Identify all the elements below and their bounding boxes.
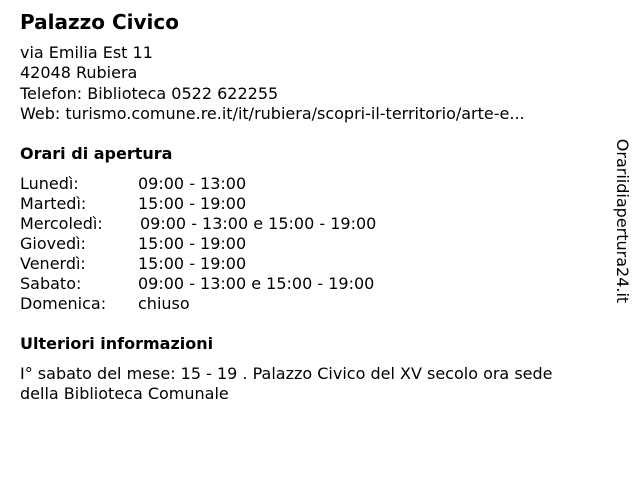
day-label: Sabato: xyxy=(20,274,82,293)
time-value: chiuso xyxy=(138,294,190,313)
day-label: Lunedì: xyxy=(20,174,79,193)
more-info-text xyxy=(20,364,620,404)
day-label: Venerdì: xyxy=(20,254,86,273)
venue-title: Palazzo Civico xyxy=(20,10,179,34)
day-label: Giovedì: xyxy=(20,234,86,253)
site-watermark-text: Orariidiapertura24.it xyxy=(613,138,632,304)
time-value: 15:00 - 19:00 xyxy=(138,254,247,273)
web-link[interactable]: Web: turismo.comune.re.it/it/rubiera/scopri-il-territorio/arte-e... xyxy=(20,104,525,123)
more-info-line: della Biblioteca Comunale xyxy=(20,384,229,403)
day-label: Domenica: xyxy=(20,294,107,313)
time-value: 09:00 - 13:00 xyxy=(138,174,247,193)
opening-hours-heading: Orari di apertura xyxy=(20,144,173,163)
day-label: Martedì: xyxy=(20,194,87,213)
time-value: 09:00 - 13:00 e 15:00 - 19:00 xyxy=(140,214,377,233)
more-info-line: I° sabato del mese: 15 - 19 . Palazzo Civico del XV secolo ora sede xyxy=(20,364,553,383)
day-label: Mercoledì: xyxy=(20,214,103,233)
site-watermark xyxy=(612,134,632,308)
address-city: 42048 Rubiera xyxy=(20,63,138,82)
time-value: 15:00 - 19:00 xyxy=(138,234,247,253)
time-value: 09:00 - 13:00 e 15:00 - 19:00 xyxy=(138,274,375,293)
time-value: 15:00 - 19:00 xyxy=(138,194,247,213)
more-info-heading: Ulteriori informazioni xyxy=(20,334,214,353)
address-street: via Emilia Est 11 xyxy=(20,43,153,62)
phone-line: Telefon: Biblioteca 0522 622255 xyxy=(20,84,279,103)
